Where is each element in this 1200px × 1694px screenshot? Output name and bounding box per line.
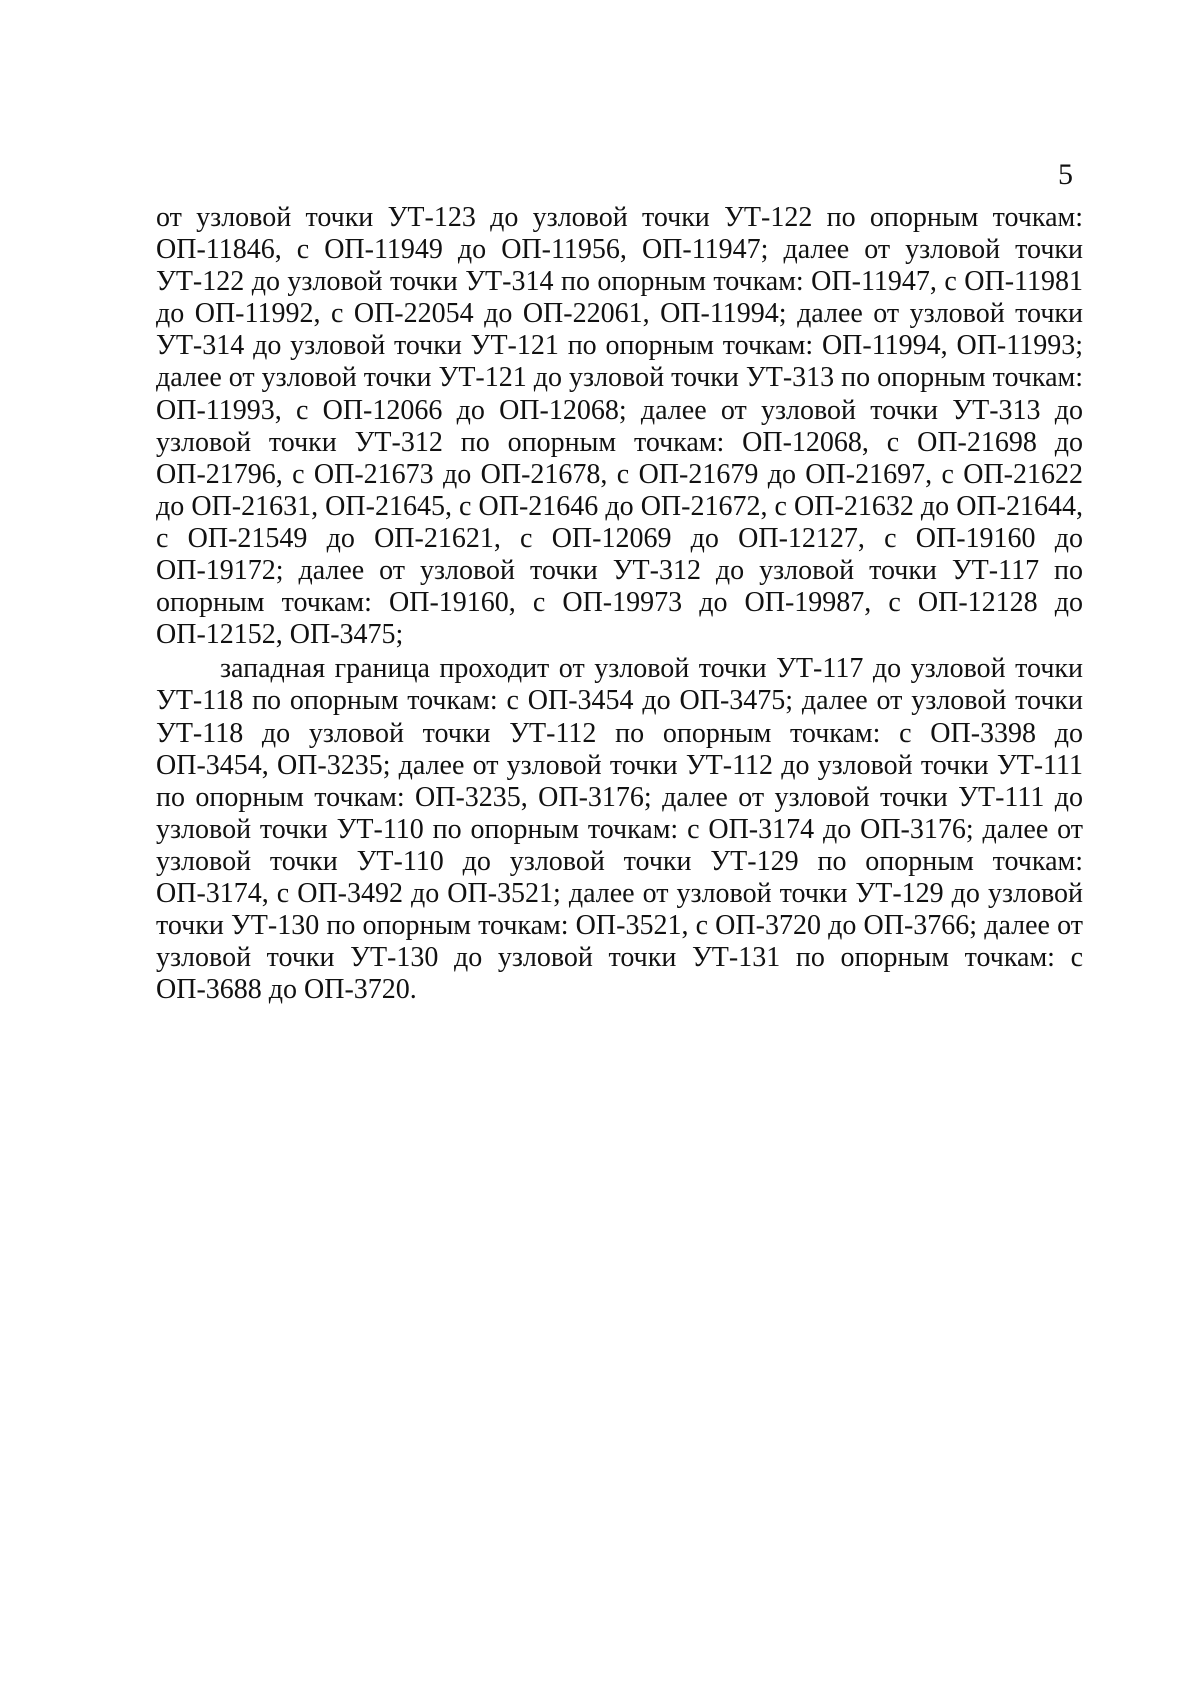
page-number: 5: [1058, 158, 1073, 191]
paragraph-western-boundary: западная граница проходит от узловой точки УТ-117 до узловой точки УТ-118 по опорным точкам: с ОП-3454 до ОП-3475; далее от узловой точки УТ-118 до узловой точки УТ-112 по опорным точкам: с ОП-3398 до ОП-3454, ОП-3235; далее от узловой точки УТ-112 до узловой точки УТ-111 по опорным точкам: ОП-3235, ОП-3176; далее от узловой точки УТ-111 до узловой точки УТ-110 по опорным точкам: с ОП-3174 до ОП-3176; далее от узловой точки УТ-110 до узловой точки УТ-129 по опорным точкам: ОП-3174, с ОП-3492 до ОП-3521; далее от узловой точки УТ-129 до узловой точки УТ-130 по опорным точкам: ОП-3521, с ОП-3720 до ОП-3766; далее от узловой точки УТ-130 до узловой точки УТ-131 по опорным точкам: с ОП-3688 до ОП-3720.: [156, 653, 1083, 1006]
paragraph-continuation: от узловой точки УТ-123 до узловой точки УТ-122 по опорным точкам: ОП-11846, с ОП-11949 до ОП-11956, ОП-11947; далее от узловой точки УТ-122 до узловой точки УТ-314 по опорным точкам: ОП-11947, с ОП-11981 до ОП-11992, с ОП-22054 до ОП-22061, ОП-11994; далее от узловой точки УТ-314 до узловой точки УТ-121 по опорным точкам: ОП-11994, ОП-11993; далее от узловой точки УТ-121 до узловой точки УТ-313 по опорным точкам: ОП-11993, с ОП-12066 до ОП-12068; далее от узловой точки УТ-313 до узловой точки УТ-312 по опорным точкам: ОП-12068, с ОП-21698 до ОП-21796, с ОП-21673 до ОП-21678, с ОП-21679 до ОП-21697, с ОП-21622 до ОП-21631, ОП-21645, с ОП-21646 до ОП-21672, с ОП-21632 до ОП-21644, с ОП-21549 до ОП-21621, с ОП-12069 до ОП-12127, с ОП-19160 до ОП-19172; далее от узловой точки УТ-312 до узловой точки УТ-117 по опорным точкам: ОП-19160, с ОП-19973 до ОП-19987, с ОП-12128 до ОП-12152, ОП-3475;: [156, 202, 1083, 651]
document-body: [156, 202, 1083, 1006]
